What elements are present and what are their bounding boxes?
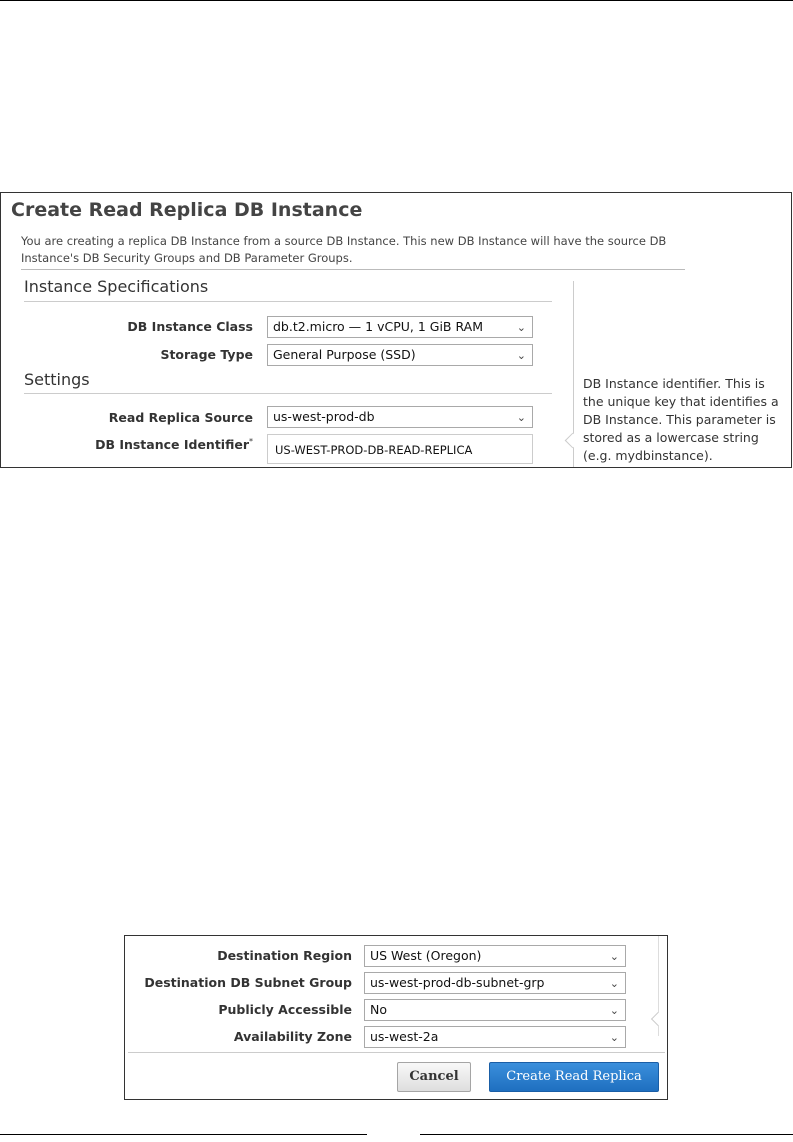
destination-region-value: US West (Oregon) xyxy=(370,948,482,963)
chevron-down-icon: ⌄ xyxy=(609,1004,619,1017)
db-instance-identifier-label xyxy=(23,437,253,452)
db-instance-class-label: DB Instance Class xyxy=(127,319,253,334)
section-title-settings: Settings xyxy=(24,370,90,389)
page-top-rule xyxy=(0,0,793,1)
read-replica-source-value: us-west-prod-db xyxy=(273,409,375,424)
chevron-down-icon: ⌄ xyxy=(609,977,619,990)
destination-db-subnet-group-select[interactable] xyxy=(364,972,626,994)
footer-divider xyxy=(128,1052,665,1053)
chevron-down-icon: ⌄ xyxy=(609,1031,619,1044)
help-text: DB Instance identifier. This is the unique key that identifies a DB Instance. This parameter is stored as a lowercase string (e.g. mydbinstance). xyxy=(583,376,779,463)
publicly-accessible-value: No xyxy=(370,1002,387,1017)
publicly-accessible-select[interactable] xyxy=(364,999,626,1021)
availability-zone-select[interactable] xyxy=(364,1026,626,1048)
description-divider xyxy=(21,269,685,270)
storage-type-select[interactable] xyxy=(267,344,533,366)
chevron-down-icon: ⌄ xyxy=(609,950,619,963)
section-divider xyxy=(24,301,552,302)
form-description: You are creating a replica DB Instance from a source DB Instance. This new DB Instance will have the source DB Instance's DB Security Groups and DB Parameter Groups. xyxy=(21,234,667,265)
db-instance-class-select[interactable] xyxy=(267,316,533,338)
db-instance-identifier-input[interactable]: US-WEST-PROD-DB-READ-REPLICA xyxy=(267,434,533,464)
cancel-button[interactable]: Cancel xyxy=(397,1062,471,1092)
storage-type-value: General Purpose (SSD) xyxy=(273,347,416,362)
help-pointer xyxy=(651,1012,665,1026)
create-read-replica-panel xyxy=(0,192,792,468)
create-read-replica-button[interactable]: Create Read Replica xyxy=(489,1062,659,1092)
destination-region-select[interactable] xyxy=(364,945,626,967)
help-pointer xyxy=(565,433,581,449)
read-replica-source-label: Read Replica Source xyxy=(108,410,253,425)
page-title: Create Read Replica DB Instance xyxy=(11,199,363,221)
storage-type-label: Storage Type xyxy=(160,347,253,362)
read-replica-source-select[interactable] xyxy=(267,406,533,428)
page-footer-rule-right xyxy=(420,1134,793,1135)
chevron-down-icon: ⌄ xyxy=(516,349,526,362)
destination-db-subnet-group-value: us-west-prod-db-subnet-grp xyxy=(370,975,545,990)
required-mark: * xyxy=(249,437,253,446)
section-divider xyxy=(24,393,552,394)
db-instance-identifier-label-text: DB Instance Identifier xyxy=(95,437,249,453)
chevron-down-icon: ⌄ xyxy=(516,411,526,424)
db-instance-class-value: db.t2.micro — 1 vCPU, 1 GiB RAM xyxy=(273,319,483,334)
destination-region-label: Destination Region xyxy=(217,948,352,963)
publicly-accessible-label: Publicly Accessible xyxy=(218,1002,352,1017)
section-title-instance-specifications: Instance Specifications xyxy=(24,277,209,296)
destination-db-subnet-group-label: Destination DB Subnet Group xyxy=(144,975,352,990)
availability-zone-value: us-west-2a xyxy=(370,1029,439,1044)
availability-zone-label: Availability Zone xyxy=(233,1029,352,1044)
chevron-down-icon: ⌄ xyxy=(516,321,526,334)
page-footer-rule-left xyxy=(0,1134,367,1135)
destination-settings-panel xyxy=(124,935,668,1100)
